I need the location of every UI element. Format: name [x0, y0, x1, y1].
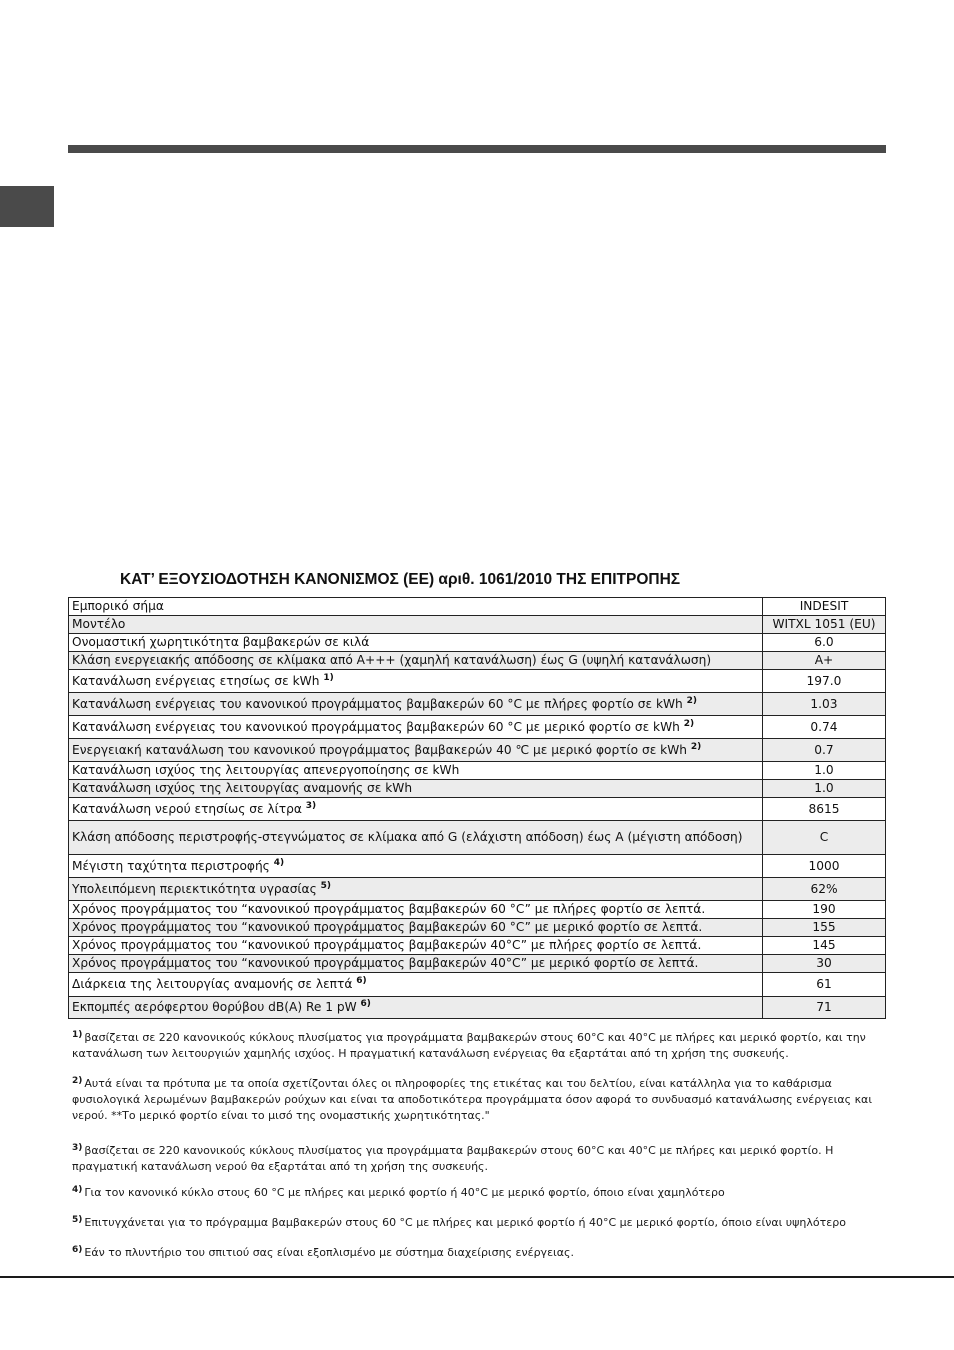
regulation-title: ΚΑΤ’ ΕΞΟΥΣΙΟΔΟΤΗΣΗ ΚΑΝΟΝΙΣΜΟΣ (ΕΕ) αριθ. 1061/2010 ΤΗΣ ΕΠΙΤΡΟΠΗΣ — [120, 571, 681, 588]
table-row — [69, 780, 886, 798]
row-value: 1.0 — [763, 762, 886, 780]
product-fiche-table — [68, 597, 886, 1019]
row-label — [69, 973, 763, 997]
footnote-mark: 3) — [72, 1143, 83, 1153]
table-row — [69, 798, 886, 821]
row-label — [69, 716, 763, 739]
row-label-text: Χρόνος προγράμματος του “κανονικού προγράμματος βαμβακερών 60 °C” με μερικό φορτίο σε λεπτά. — [72, 920, 703, 934]
row-label-text: Χρόνος προγράμματος του “κανονικού προγράμματος βαμβακερών 60 °C” με πλήρες φορτίο σε λεπτά. — [72, 902, 706, 916]
row-label — [69, 901, 763, 919]
row-label — [69, 997, 763, 1019]
row-value: 1.03 — [763, 693, 886, 716]
header-rule — [68, 145, 886, 153]
row-label-text: Υπολειπόμενη περιεκτικότητα υγρασίας — [72, 881, 317, 896]
footnote-mark: 1) — [72, 1030, 83, 1040]
row-label-text: Κατανάλωση ισχύος της λειτουργίας απενεργοποίησης σε kWh — [72, 763, 460, 777]
footnote-6 — [72, 1245, 887, 1261]
footnote-mark: 4) — [72, 1185, 83, 1195]
footnote-5 — [72, 1215, 887, 1231]
row-label-text: Διάρκεια της λειτουργίας αναμονής σε λεπτά — [72, 977, 353, 991]
footnote-mark: 2) — [72, 1076, 83, 1086]
footnote-mark: 6) — [72, 1245, 83, 1255]
row-value: 155 — [763, 919, 886, 937]
page-side-tab — [0, 186, 54, 227]
row-label — [69, 919, 763, 937]
footnote-ref: 6) — [356, 976, 367, 986]
table-row — [69, 855, 886, 878]
row-label — [69, 739, 763, 762]
footer-rule — [0, 1276, 954, 1278]
row-label — [69, 616, 763, 634]
row-label — [69, 821, 763, 855]
row-value: A+ — [763, 652, 886, 670]
footnote-ref: 3) — [305, 800, 317, 811]
footnote-text: βασίζεται σε 220 κανονικούς κύκλους πλυσίματος για προγράμματα βαμβακερών στους 60°C και 40°C με πλήρες και μερικό φορτίο. Η πραγματική κατανάλωση νερού θα εξαρτάται από τη χρήση της συσκευής. — [72, 1144, 834, 1173]
table-row — [69, 652, 886, 670]
row-label — [69, 762, 763, 780]
footnote-text: Αυτά είναι τα πρότυπα με τα οποία σχετίζονται όλες οι πληροφορίες της ετικέτας και του δελτίου, είναι κατάλληλα για το καθάρισμα φυσιολογικά λερωμένων βαμβακερών ρούχων και είναι τα αποδοτικότερα προγράμματα όσον αφορά το συνδυασμό κατανάλωσης ενέργειας και νερού. **Το μερικό φορτίο είναι το μισό της ονομαστικής χωρητικότητας." — [72, 1077, 873, 1122]
footnote-ref: 1) — [323, 672, 334, 683]
table-row — [69, 973, 886, 997]
row-value: 197.0 — [763, 670, 886, 693]
row-value: 62% — [763, 878, 886, 901]
footnote-ref: 4) — [273, 857, 285, 868]
row-value: 0.74 — [763, 716, 886, 739]
row-label — [69, 937, 763, 955]
footnote-ref: 2) — [683, 718, 695, 729]
row-value: 1000 — [763, 855, 886, 878]
table-row — [69, 821, 886, 855]
table-row — [69, 937, 886, 955]
row-value: 71 — [763, 997, 886, 1019]
row-label-text: Κατανάλωση νερού ετησίως σε λίτρα — [72, 801, 302, 816]
footnote-mark: 5) — [72, 1215, 83, 1225]
table-row — [69, 919, 886, 937]
row-label — [69, 598, 763, 616]
footnote-3 — [72, 1143, 887, 1175]
table-row — [69, 693, 886, 716]
row-value: WITXL 1051 (EU) — [763, 616, 886, 634]
table-row — [69, 598, 886, 616]
row-label-text: Κατανάλωση ενέργειας του κανονικού προγράμματος βαμβακερών 60 °C με πλήρες φορτίο σε kWh — [72, 696, 683, 711]
footnote-ref: 6) — [360, 999, 371, 1009]
footnote-4 — [72, 1185, 887, 1201]
row-label-text: Χρόνος προγράμματος του “κανονικού προγράμματος βαμβακερών 40°C” με μερικό φορτίο σε λεπτά. — [72, 956, 699, 970]
row-label-text: Εμπορικό σήμα — [72, 599, 164, 613]
row-label-text: Μέγιστη ταχύτητα περιστροφής — [72, 858, 270, 873]
row-label-text: Ονομαστική χωρητικότητα βαμβακερών σε κιλά — [72, 635, 370, 649]
row-label-text: Κατανάλωση ενέργειας ετησίως σε kWh — [72, 673, 320, 688]
table-row — [69, 716, 886, 739]
row-value: 145 — [763, 937, 886, 955]
row-label — [69, 634, 763, 652]
row-label-text: Κλάση απόδοσης περιστροφής-στεγνώματος σε κλίμακα από G (ελάχιστη απόδοση) έως A (μέγιστη απόδοση) — [72, 830, 743, 844]
footnote-2 — [72, 1076, 887, 1124]
table-row — [69, 634, 886, 652]
table-row — [69, 739, 886, 762]
table-row — [69, 955, 886, 973]
row-label-text: Εκπομπές αερόφερτου θορύβου dB(A) Re 1 pW — [72, 1000, 357, 1014]
row-label-text: Κατανάλωση ισχύος της λειτουργίας αναμονής σε kWh — [72, 781, 413, 795]
row-label-text: Ενεργειακή κατανάλωση του κανονικού προγράμματος βαμβακερών 40 ℃ με μερικό φορτίο σε kWh — [72, 742, 688, 757]
row-label-text: Μοντέλο — [72, 617, 126, 631]
row-label-text: Κατανάλωση ενέργειας του κανονικού προγράμματος βαμβακερών 60 °C με μερικό φορτίο σε kWh — [72, 719, 680, 734]
table-row — [69, 762, 886, 780]
row-value: 0.7 — [763, 739, 886, 762]
row-value: 30 — [763, 955, 886, 973]
row-label-text: Κλάση ενεργειακής απόδοσης σε κλίμακα από A+++ (χαμηλή κατανάλωση) έως G (υψηλή κατανάλωση) — [72, 653, 712, 667]
footnote-text: βασίζεται σε 220 κανονικούς κύκλους πλυσίματος για προγράμματα βαμβακερών στους 60°C και 40°C με πλήρες και μερικό φορτίο, και την κατανάλωση των λειτουργιών χαμηλής ισχύος. Η πραγματική κατανάλωση ενέργειας θα εξαρτάται από τη χρήση της συσκευής. — [72, 1031, 866, 1060]
footnote-ref: 2) — [686, 695, 698, 706]
footnote-ref: 2) — [690, 741, 702, 752]
table-row — [69, 997, 886, 1019]
footnote-1 — [72, 1030, 887, 1062]
row-value: 8615 — [763, 798, 886, 821]
row-value: 6.0 — [763, 634, 886, 652]
footnote-text: Για τον κανονικό κύκλο στους 60 °C με πλήρες και μερικό φορτίο ή 40°C με μερικό φορτίο, όποιο είναι χαμηλότερο — [84, 1186, 725, 1199]
row-value: 61 — [763, 973, 886, 997]
row-label — [69, 855, 763, 878]
row-label — [69, 780, 763, 798]
row-value: INDESIT — [763, 598, 886, 616]
footnote-text: Επιτυγχάνεται για το πρόγραμμα βαμβακερών στους 60 °C με πλήρες και μερικό φορτίο ή 40°C με μερικό φορτίο, όποιο είναι υψηλότερο — [84, 1216, 846, 1229]
footnote-ref: 5) — [320, 880, 332, 891]
table-row — [69, 878, 886, 901]
table-row — [69, 616, 886, 634]
row-label — [69, 798, 763, 821]
table-row — [69, 670, 886, 693]
footnote-text: Εάν το πλυντήριο του σπιτιού σας είναι εξοπλισμένο με σύστημα διαχείρισης ενέργειας. — [84, 1246, 574, 1259]
row-value: 190 — [763, 901, 886, 919]
row-label — [69, 652, 763, 670]
row-label — [69, 878, 763, 901]
row-label-text: Χρόνος προγράμματος του “κανονικού προγράμματος βαμβακερών 40°C” με πλήρες φορτίο σε λεπτά. — [72, 938, 702, 952]
row-label — [69, 670, 763, 693]
row-label — [69, 955, 763, 973]
row-value: C — [763, 821, 886, 855]
table-row — [69, 901, 886, 919]
row-label — [69, 693, 763, 716]
row-value: 1.0 — [763, 780, 886, 798]
